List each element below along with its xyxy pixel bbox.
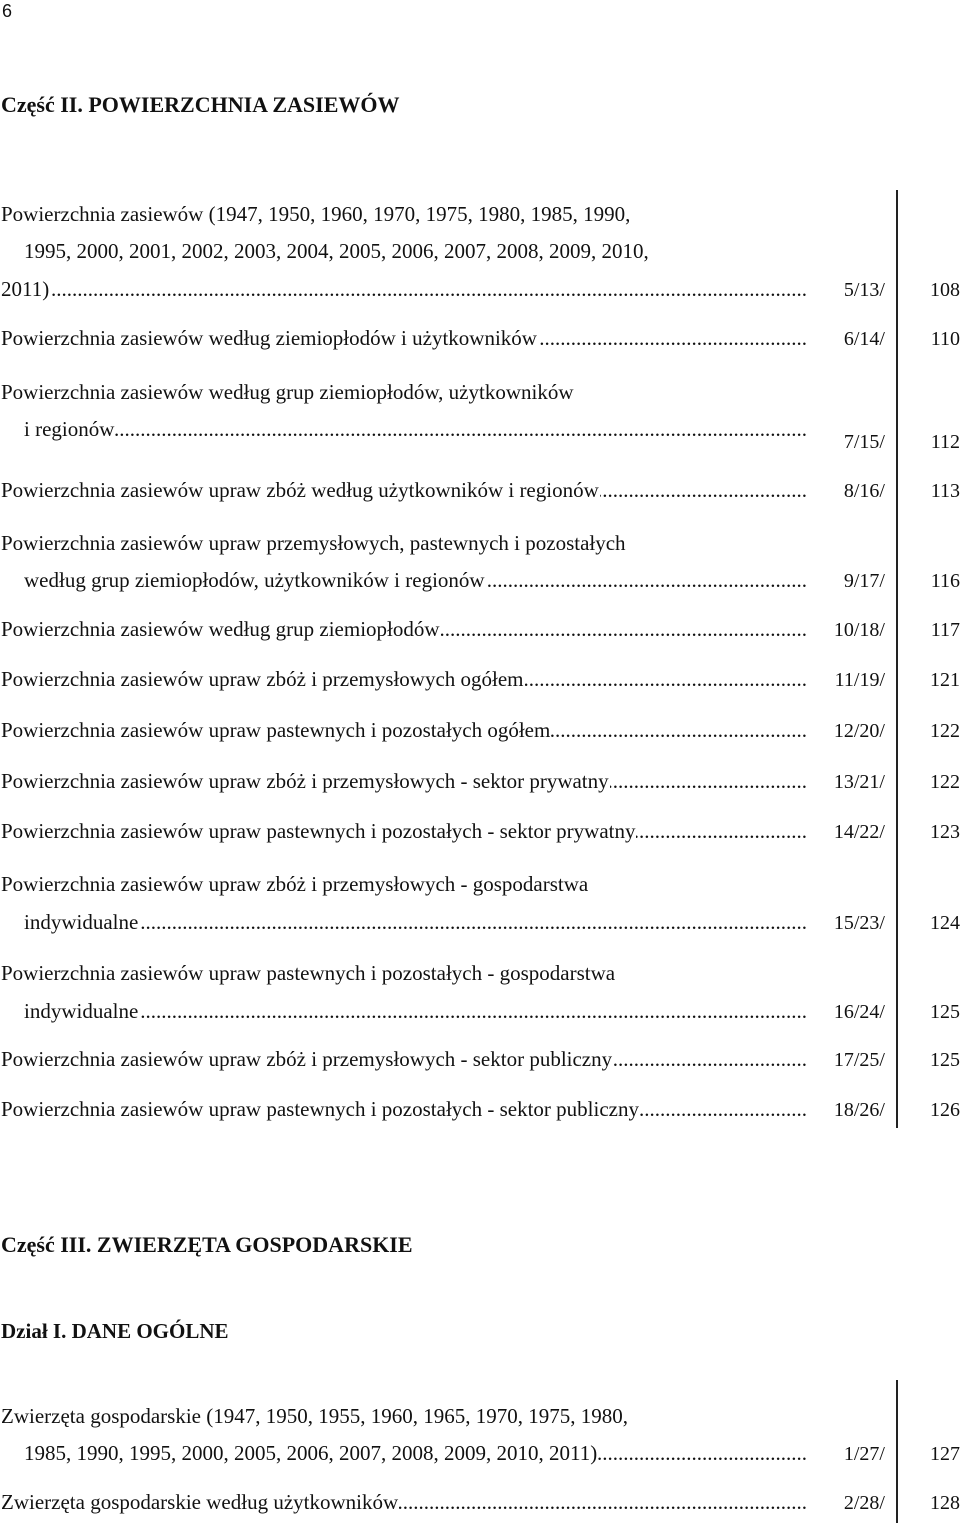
- entry-title-text: Powierzchnia zasiewów upraw zbóż i przemysłowych - sektor prywatny: [1, 769, 609, 793]
- entry-title-line: [1, 717, 807, 743]
- entry-title-line: [24, 567, 807, 593]
- table-reference: 11/19/: [834, 669, 885, 691]
- table-reference: 18/26/: [833, 1099, 885, 1121]
- entry-title-text: 1985, 1990, 1995, 2000, 2005, 2006, 2007, 2008, 2009, 2010, 2011): [24, 1441, 598, 1465]
- entry-title-text: Powierzchnia zasiewów upraw zbóż według użytkowników i regionów: [1, 478, 599, 502]
- page-number: 6: [2, 1, 13, 21]
- section-heading: Dział I. DANE OGÓLNE: [1, 1319, 229, 1343]
- part-2-heading: Część II. POWIERZCHNIA ZASIEWÓW: [1, 92, 400, 117]
- table-reference: 7/15/: [843, 431, 885, 453]
- table-reference: 6/14/: [843, 328, 885, 350]
- entry-title-line: [24, 998, 807, 1024]
- page-reference: 127: [930, 1443, 960, 1465]
- page-reference: 110: [930, 328, 960, 350]
- entry-title-text: Powierzchnia zasiewów według ziemiopłodów i użytkowników: [1, 326, 537, 350]
- table-reference: 17/25/: [833, 1049, 885, 1071]
- table-reference: 10/18/: [833, 619, 885, 641]
- table-reference: 13/21/: [833, 771, 885, 793]
- dot-leader: [24, 998, 807, 1024]
- page-reference: 117: [930, 619, 960, 641]
- page-reference: 123: [930, 821, 960, 843]
- entry-title-text: Powierzchnia zasiewów upraw zbóż i przemysłowych - sektor publiczny: [1, 1047, 613, 1071]
- entry-title-text: Powierzchnia zasiewów upraw pastewnych i pozostałych ogółem: [1, 718, 551, 742]
- entry-title-text: Powierzchnia zasiewów według grup ziemiopłodów: [1, 617, 440, 641]
- table-reference: 5/13/: [843, 279, 885, 301]
- page-reference: 125: [930, 1049, 960, 1071]
- entry-title-text: indywidualne: [24, 999, 139, 1023]
- page-reference: 112: [930, 431, 960, 453]
- table-reference: 15/23/: [833, 912, 885, 934]
- page-reference: 128: [930, 1492, 960, 1514]
- table-reference: 8/16/: [843, 480, 885, 502]
- entry-title-text: Powierzchnia zasiewów upraw zbóż i przemysłowych ogółem: [1, 667, 524, 691]
- entry-title-line: [1, 666, 807, 692]
- page-reference: 122: [930, 771, 960, 793]
- entry-title-line: Powierzchnia zasiewów (1947, 1950, 1960, 1970, 1975, 1980, 1985, 1990,: [1, 202, 631, 226]
- page-reference: 126: [930, 1099, 960, 1121]
- page-reference: 108: [930, 279, 960, 301]
- entry-title-text: indywidualne: [24, 910, 139, 934]
- page-reference: 121: [930, 669, 960, 691]
- entry-title-line: [1, 1489, 807, 1515]
- entry-title-line: Powierzchnia zasiewów upraw pastewnych i pozostałych - gospodarstwa: [1, 961, 616, 985]
- entry-title-line: Zwierzęta gospodarskie (1947, 1950, 1955, 1960, 1965, 1970, 1975, 1980,: [1, 1404, 628, 1428]
- column-divider-part-3: [896, 1380, 898, 1523]
- page-reference: 113: [930, 480, 960, 502]
- entry-title-text: i regionów: [24, 417, 115, 441]
- table-reference: 12/20/: [833, 720, 885, 742]
- entry-title-text: Powierzchnia zasiewów upraw pastewnych i pozostałych - sektor publiczny: [1, 1097, 639, 1121]
- entry-title-line: Powierzchnia zasiewów upraw przemysłowych, pastewnych i pozostałych: [1, 531, 626, 555]
- entry-title-line: [1, 818, 807, 844]
- entry-title-text: 2011): [1, 277, 50, 301]
- entry-title-text: Powierzchnia zasiewów upraw pastewnych i pozostałych - sektor prywatny: [1, 819, 636, 843]
- page-reference: 122: [930, 720, 960, 742]
- entry-title-line: [1, 1096, 807, 1122]
- entry-title-line: Powierzchnia zasiewów upraw zbóż i przemysłowych - gospodarstwa: [1, 872, 589, 896]
- page-reference: 124: [930, 912, 960, 934]
- entry-title-line: [1, 325, 807, 351]
- entry-title-line: Powierzchnia zasiewów według grup ziemiopłodów, użytkowników: [1, 380, 574, 404]
- dot-leader: [1, 276, 807, 302]
- entry-title-line: [1, 477, 807, 503]
- entry-title-line: [1, 1046, 807, 1072]
- entry-title-line: [1, 616, 807, 642]
- part-3-heading: Część III. ZWIERZĘTA GOSPODARSKIE: [1, 1232, 413, 1257]
- entry-title-line: [1, 768, 807, 794]
- entry-title-text: Zwierzęta gospodarskie według użytkowników: [1, 1490, 399, 1514]
- page-reference: 116: [930, 570, 960, 592]
- entry-title-line: 1995, 2000, 2001, 2002, 2003, 2004, 2005, 2006, 2007, 2008, 2009, 2010,: [24, 239, 649, 263]
- table-reference: 14/22/: [833, 821, 885, 843]
- entry-title-line: [24, 416, 807, 442]
- dot-leader: [24, 909, 807, 935]
- page-reference: 125: [930, 1001, 960, 1023]
- table-reference: 1/27/: [843, 1443, 885, 1465]
- dot-leader: [24, 416, 807, 442]
- entry-title-line: [24, 909, 807, 935]
- table-reference: 9/17/: [843, 570, 885, 592]
- table-reference: 2/28/: [843, 1492, 885, 1514]
- column-divider-part-2: [896, 190, 898, 1128]
- entry-title-line: [24, 1440, 807, 1466]
- entry-title-text: według grup ziemiopłodów, użytkowników i regionów: [24, 568, 485, 592]
- table-reference: 16/24/: [833, 1001, 885, 1023]
- entry-title-line: [1, 276, 807, 302]
